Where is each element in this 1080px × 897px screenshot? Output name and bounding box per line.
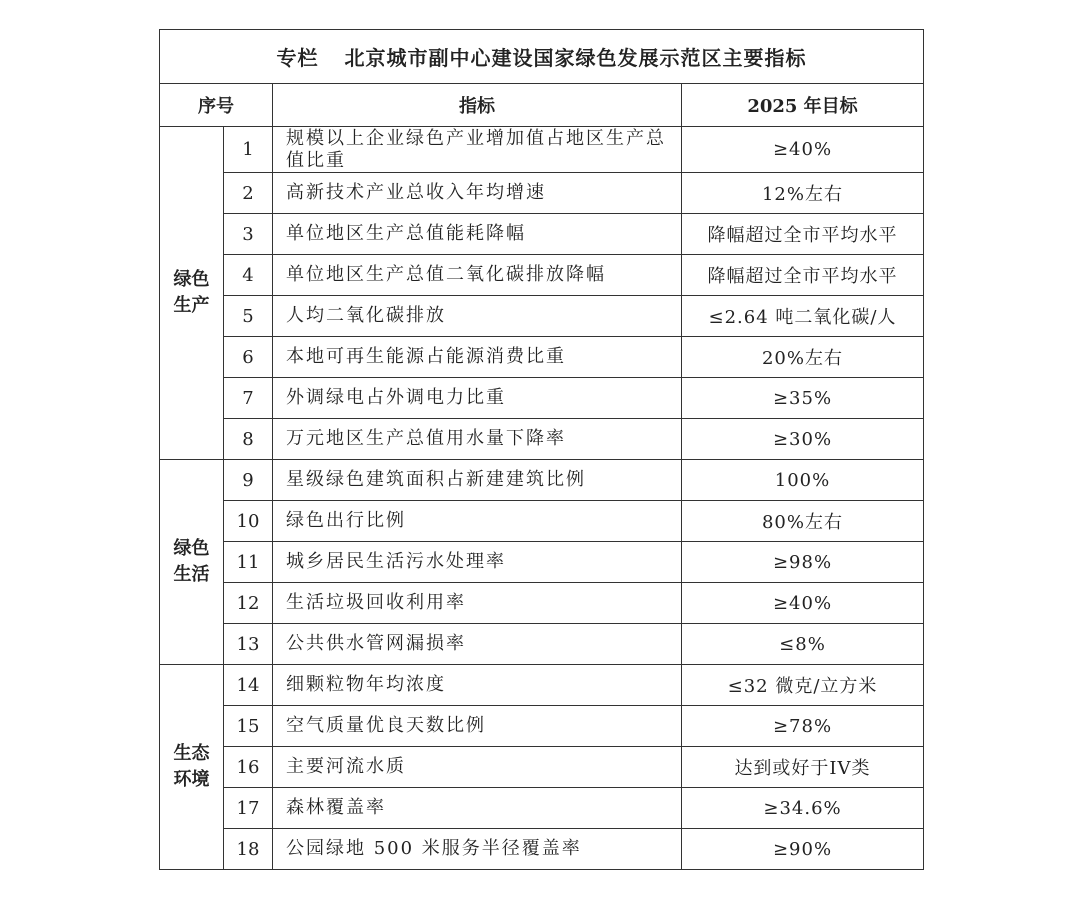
table-title-cell bbox=[160, 30, 924, 84]
indicator-cell: 单位地区生产总值能耗降幅 bbox=[273, 214, 682, 255]
table-row bbox=[160, 255, 924, 296]
header-indicator: 指标 bbox=[273, 84, 682, 127]
target-cell: ≥40% bbox=[682, 127, 924, 173]
indicator-cell: 城乡居民生活污水处理率 bbox=[273, 542, 682, 583]
row-number: 7 bbox=[224, 378, 273, 419]
header-row bbox=[160, 84, 924, 127]
target-cell: 20%左右 bbox=[682, 337, 924, 378]
table-row bbox=[160, 706, 924, 747]
row-number: 5 bbox=[224, 296, 273, 337]
category-label: 绿色生产 bbox=[173, 269, 210, 316]
table-row bbox=[160, 460, 924, 501]
table-row bbox=[160, 624, 924, 665]
category-cell bbox=[160, 127, 224, 460]
indicator-cell: 森林覆盖率 bbox=[273, 788, 682, 829]
table-row bbox=[160, 296, 924, 337]
table-row bbox=[160, 788, 924, 829]
row-number: 8 bbox=[224, 419, 273, 460]
indicator-cell: 公共供水管网漏损率 bbox=[273, 624, 682, 665]
table-row bbox=[160, 173, 924, 214]
row-number: 2 bbox=[224, 173, 273, 214]
target-cell: 降幅超过全市平均水平 bbox=[682, 255, 924, 296]
category-label: 绿色生活 bbox=[173, 538, 210, 585]
target-cell: ≥98% bbox=[682, 542, 924, 583]
target-cell: ≥35% bbox=[682, 378, 924, 419]
indicator-cell: 单位地区生产总值二氧化碳排放降幅 bbox=[273, 255, 682, 296]
table-title: 北京城市副中心建设国家绿色发展示范区主要指标 bbox=[344, 46, 807, 70]
target-cell: ≥90% bbox=[682, 829, 924, 870]
table-row bbox=[160, 583, 924, 624]
row-number: 14 bbox=[224, 665, 273, 706]
table-row bbox=[160, 214, 924, 255]
indicator-cell: 绿色出行比例 bbox=[273, 501, 682, 542]
target-cell: 12%左右 bbox=[682, 173, 924, 214]
row-number: 17 bbox=[224, 788, 273, 829]
indicator-cell: 人均二氧化碳排放 bbox=[273, 296, 682, 337]
target-cell: 达到或好于IV类 bbox=[682, 747, 924, 788]
table-row bbox=[160, 378, 924, 419]
category-label: 生态环境 bbox=[173, 743, 210, 790]
table-row bbox=[160, 542, 924, 583]
category-cell bbox=[160, 665, 224, 870]
target-cell: ≥40% bbox=[682, 583, 924, 624]
target-cell: ≤2.64 吨二氧化碳/人 bbox=[682, 296, 924, 337]
row-number: 10 bbox=[224, 501, 273, 542]
indicators-table bbox=[159, 29, 924, 870]
row-number: 13 bbox=[224, 624, 273, 665]
table-row bbox=[160, 829, 924, 870]
table-row bbox=[160, 501, 924, 542]
row-number: 12 bbox=[224, 583, 273, 624]
target-cell: 100% bbox=[682, 460, 924, 501]
target-cell: 80%左右 bbox=[682, 501, 924, 542]
indicator-cell: 细颗粒物年均浓度 bbox=[273, 665, 682, 706]
indicator-cell: 万元地区生产总值用水量下降率 bbox=[273, 419, 682, 460]
target-cell: ≤32 微克/立方米 bbox=[682, 665, 924, 706]
target-cell: ≥78% bbox=[682, 706, 924, 747]
table-row bbox=[160, 337, 924, 378]
row-number: 18 bbox=[224, 829, 273, 870]
indicator-cell: 外调绿电占外调电力比重 bbox=[273, 378, 682, 419]
header-seq: 序号 bbox=[160, 84, 273, 127]
row-number: 6 bbox=[224, 337, 273, 378]
indicator-cell: 主要河流水质 bbox=[273, 747, 682, 788]
indicator-cell: 本地可再生能源占能源消费比重 bbox=[273, 337, 682, 378]
row-number: 9 bbox=[224, 460, 273, 501]
row-number: 1 bbox=[224, 127, 273, 173]
indicator-cell: 生活垃圾回收利用率 bbox=[273, 583, 682, 624]
title-tag: 专栏 bbox=[276, 46, 319, 70]
table-row bbox=[160, 665, 924, 706]
row-number: 3 bbox=[224, 214, 273, 255]
indicator-cell: 规模以上企业绿色产业增加值占地区生产总值比重 bbox=[273, 127, 682, 173]
row-number: 15 bbox=[224, 706, 273, 747]
table-row bbox=[160, 747, 924, 788]
category-cell bbox=[160, 460, 224, 665]
target-cell: ≥34.6% bbox=[682, 788, 924, 829]
indicator-cell: 高新技术产业总收入年均增速 bbox=[273, 173, 682, 214]
target-cell: ≥30% bbox=[682, 419, 924, 460]
indicator-cell: 公园绿地 500 米服务半径覆盖率 bbox=[273, 829, 682, 870]
row-number: 4 bbox=[224, 255, 273, 296]
row-number: 16 bbox=[224, 747, 273, 788]
table-body bbox=[160, 127, 924, 870]
table-row bbox=[160, 127, 924, 173]
target-cell: ≤8% bbox=[682, 624, 924, 665]
row-number: 11 bbox=[224, 542, 273, 583]
indicator-cell: 空气质量优良天数比例 bbox=[273, 706, 682, 747]
indicator-cell: 星级绿色建筑面积占新建建筑比例 bbox=[273, 460, 682, 501]
target-cell: 降幅超过全市平均水平 bbox=[682, 214, 924, 255]
table-row bbox=[160, 419, 924, 460]
title-row bbox=[160, 30, 924, 84]
header-target: 2025 年目标 bbox=[682, 84, 924, 127]
